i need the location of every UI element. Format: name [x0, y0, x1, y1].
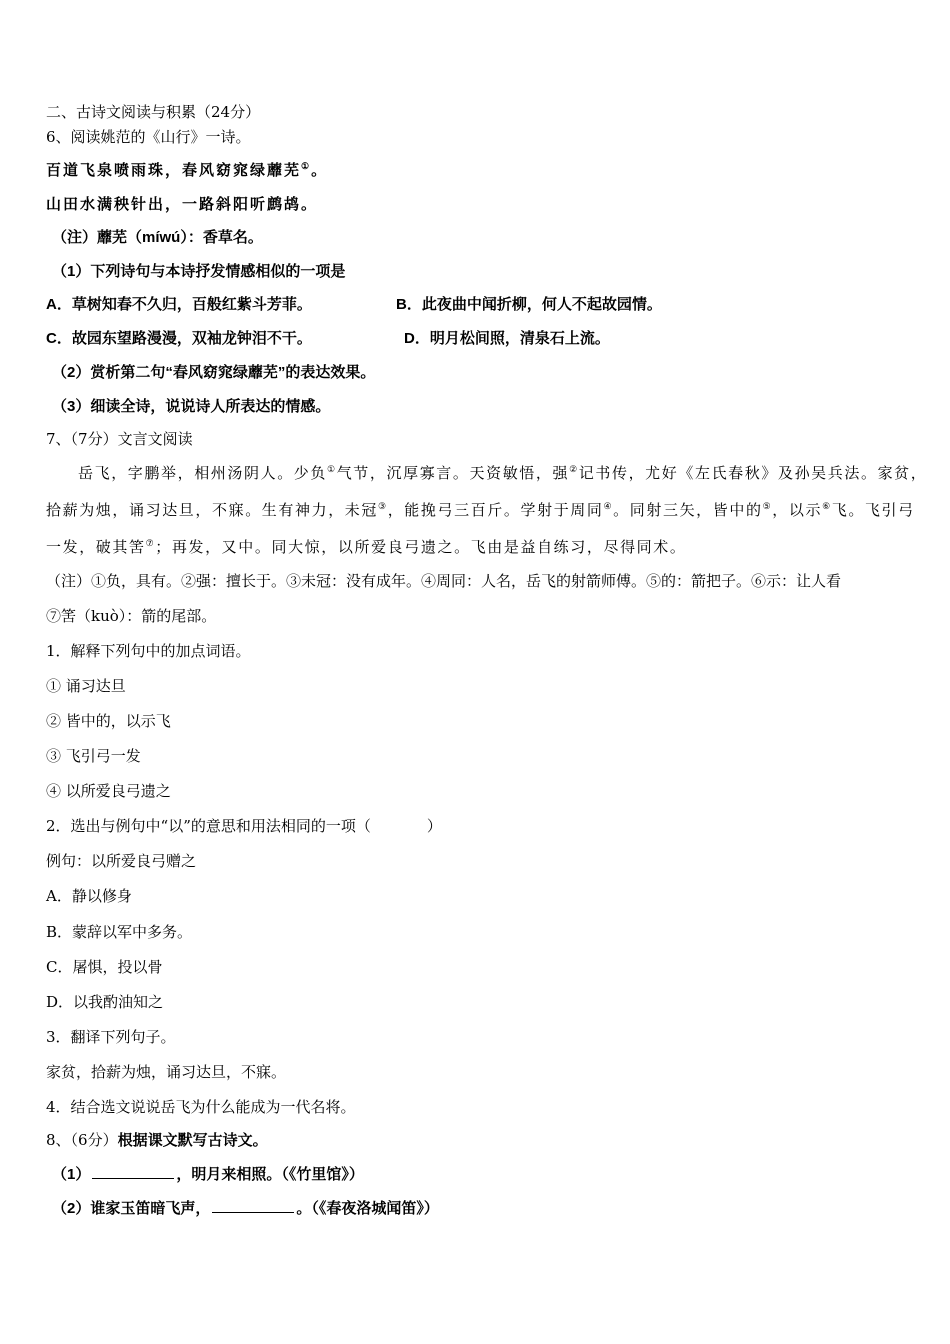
q8-item-1: （1） ，明月来相照。（《竹里馆》） [52, 1166, 364, 1183]
q7-2-option-a: A．静以修身 [46, 887, 132, 905]
q7-2-option-c: C．屠惧，投以骨 [46, 958, 163, 976]
answer-blank[interactable] [212, 1198, 294, 1213]
q7-1-item-3: ③ 飞引弓一发 [46, 747, 141, 765]
passage-line-3: 一发，破其筈⑦；再发，又中。同大惊，以所爱良弓遗之。飞由是益自练习，尽得同术。 [46, 538, 687, 556]
q7-3-sentence: 家贫，拾薪为烛，诵习达旦，不寐。 [46, 1063, 287, 1081]
footnote-marker: ① [301, 162, 312, 172]
passage-notes-1: （注）①负，具有。②强：擅长于。③未冠：没有成年。④周同：人名，岳飞的射箭师傅。⑤的：箭把子。⑥示：让人看 [46, 572, 842, 590]
q7-1-item-2: ② 皆中的，以示飞 [46, 712, 171, 730]
q7-2-example: 例句：以所爱良弓赠之 [46, 852, 197, 870]
q6-sub3: （3）细读全诗，说说诗人所表达的情感。 [52, 398, 331, 415]
passage-notes-2: ⑦筈（kuò）：箭的尾部。 [46, 607, 217, 625]
answer-blank[interactable] [92, 1164, 174, 1179]
passage-line-2: 拾薪为烛，诵习达旦，不寐。生有神力，未冠③，能挽弓三百斤。学射于周同④。同射三矢，皆中的⑤，以示⑥飞。飞引弓 [46, 501, 915, 519]
option-d: D．明月松间照，清泉石上流。 [404, 330, 610, 347]
q6-title: 6、阅读姚范的《山行》一诗。 [46, 128, 251, 146]
poem-line-1: 百道飞泉喷雨珠，春风窈窕绿蘼芜①。 [46, 161, 329, 179]
q7-4-title: 4．结合选文说说岳飞为什么能成为一代名将。 [46, 1098, 356, 1116]
q8-title: 8、（6分）根据课文默写古诗文。 [46, 1131, 268, 1149]
q7-1-title: 1．解释下列句中的加点词语。 [46, 642, 251, 660]
option-b: B．此夜曲中闻折柳，何人不起故园情。 [396, 296, 662, 313]
q6-sub1: （1）下列诗句与本诗抒发情感相似的一项是 [52, 263, 346, 280]
q7-3-title: 3．翻译下列句子。 [46, 1028, 176, 1046]
passage-line-1: 岳飞，字鹏举，相州汤阴人。少负①气节，沉厚寡言。天资敏悟，强②记书传，尤好《左氏春秋》及孙吴兵法。家贫， [78, 464, 928, 482]
q7-1-item-1: ① 诵习达旦 [46, 677, 126, 695]
option-c: C．故园东望路漫漫，双袖龙钟泪不干。 [46, 330, 312, 347]
q6-sub2: （2）赏析第二句“春风窈窕绿蘼芜”的表达效果。 [52, 364, 376, 381]
poem-note: （注）蘼芜（míwú）：香草名。 [52, 229, 263, 246]
q7-title: 7、（7分）文言文阅读 [46, 430, 193, 448]
q7-2-option-b: B．蒙辞以军中多务。 [46, 923, 193, 941]
section-title: 二、古诗文阅读与积累（24分） [46, 103, 261, 121]
q7-1-item-4: ④ 以所爱良弓遗之 [46, 782, 171, 800]
poem-line-2: 山田水满秧针出，一路斜阳听鹧鸪。 [46, 195, 319, 213]
q7-2-title: 2．选出与例句中“以”的意思和用法相同的一项（ ） [46, 817, 442, 835]
q8-item-2: （2）谁家玉笛暗飞声， 。（《春夜洛城闻笛》） [52, 1200, 439, 1217]
option-a: A．草树知春不久归，百般红紫斗芳菲。 [46, 296, 312, 313]
q7-2-option-d: D．以我酌油知之 [46, 993, 164, 1011]
